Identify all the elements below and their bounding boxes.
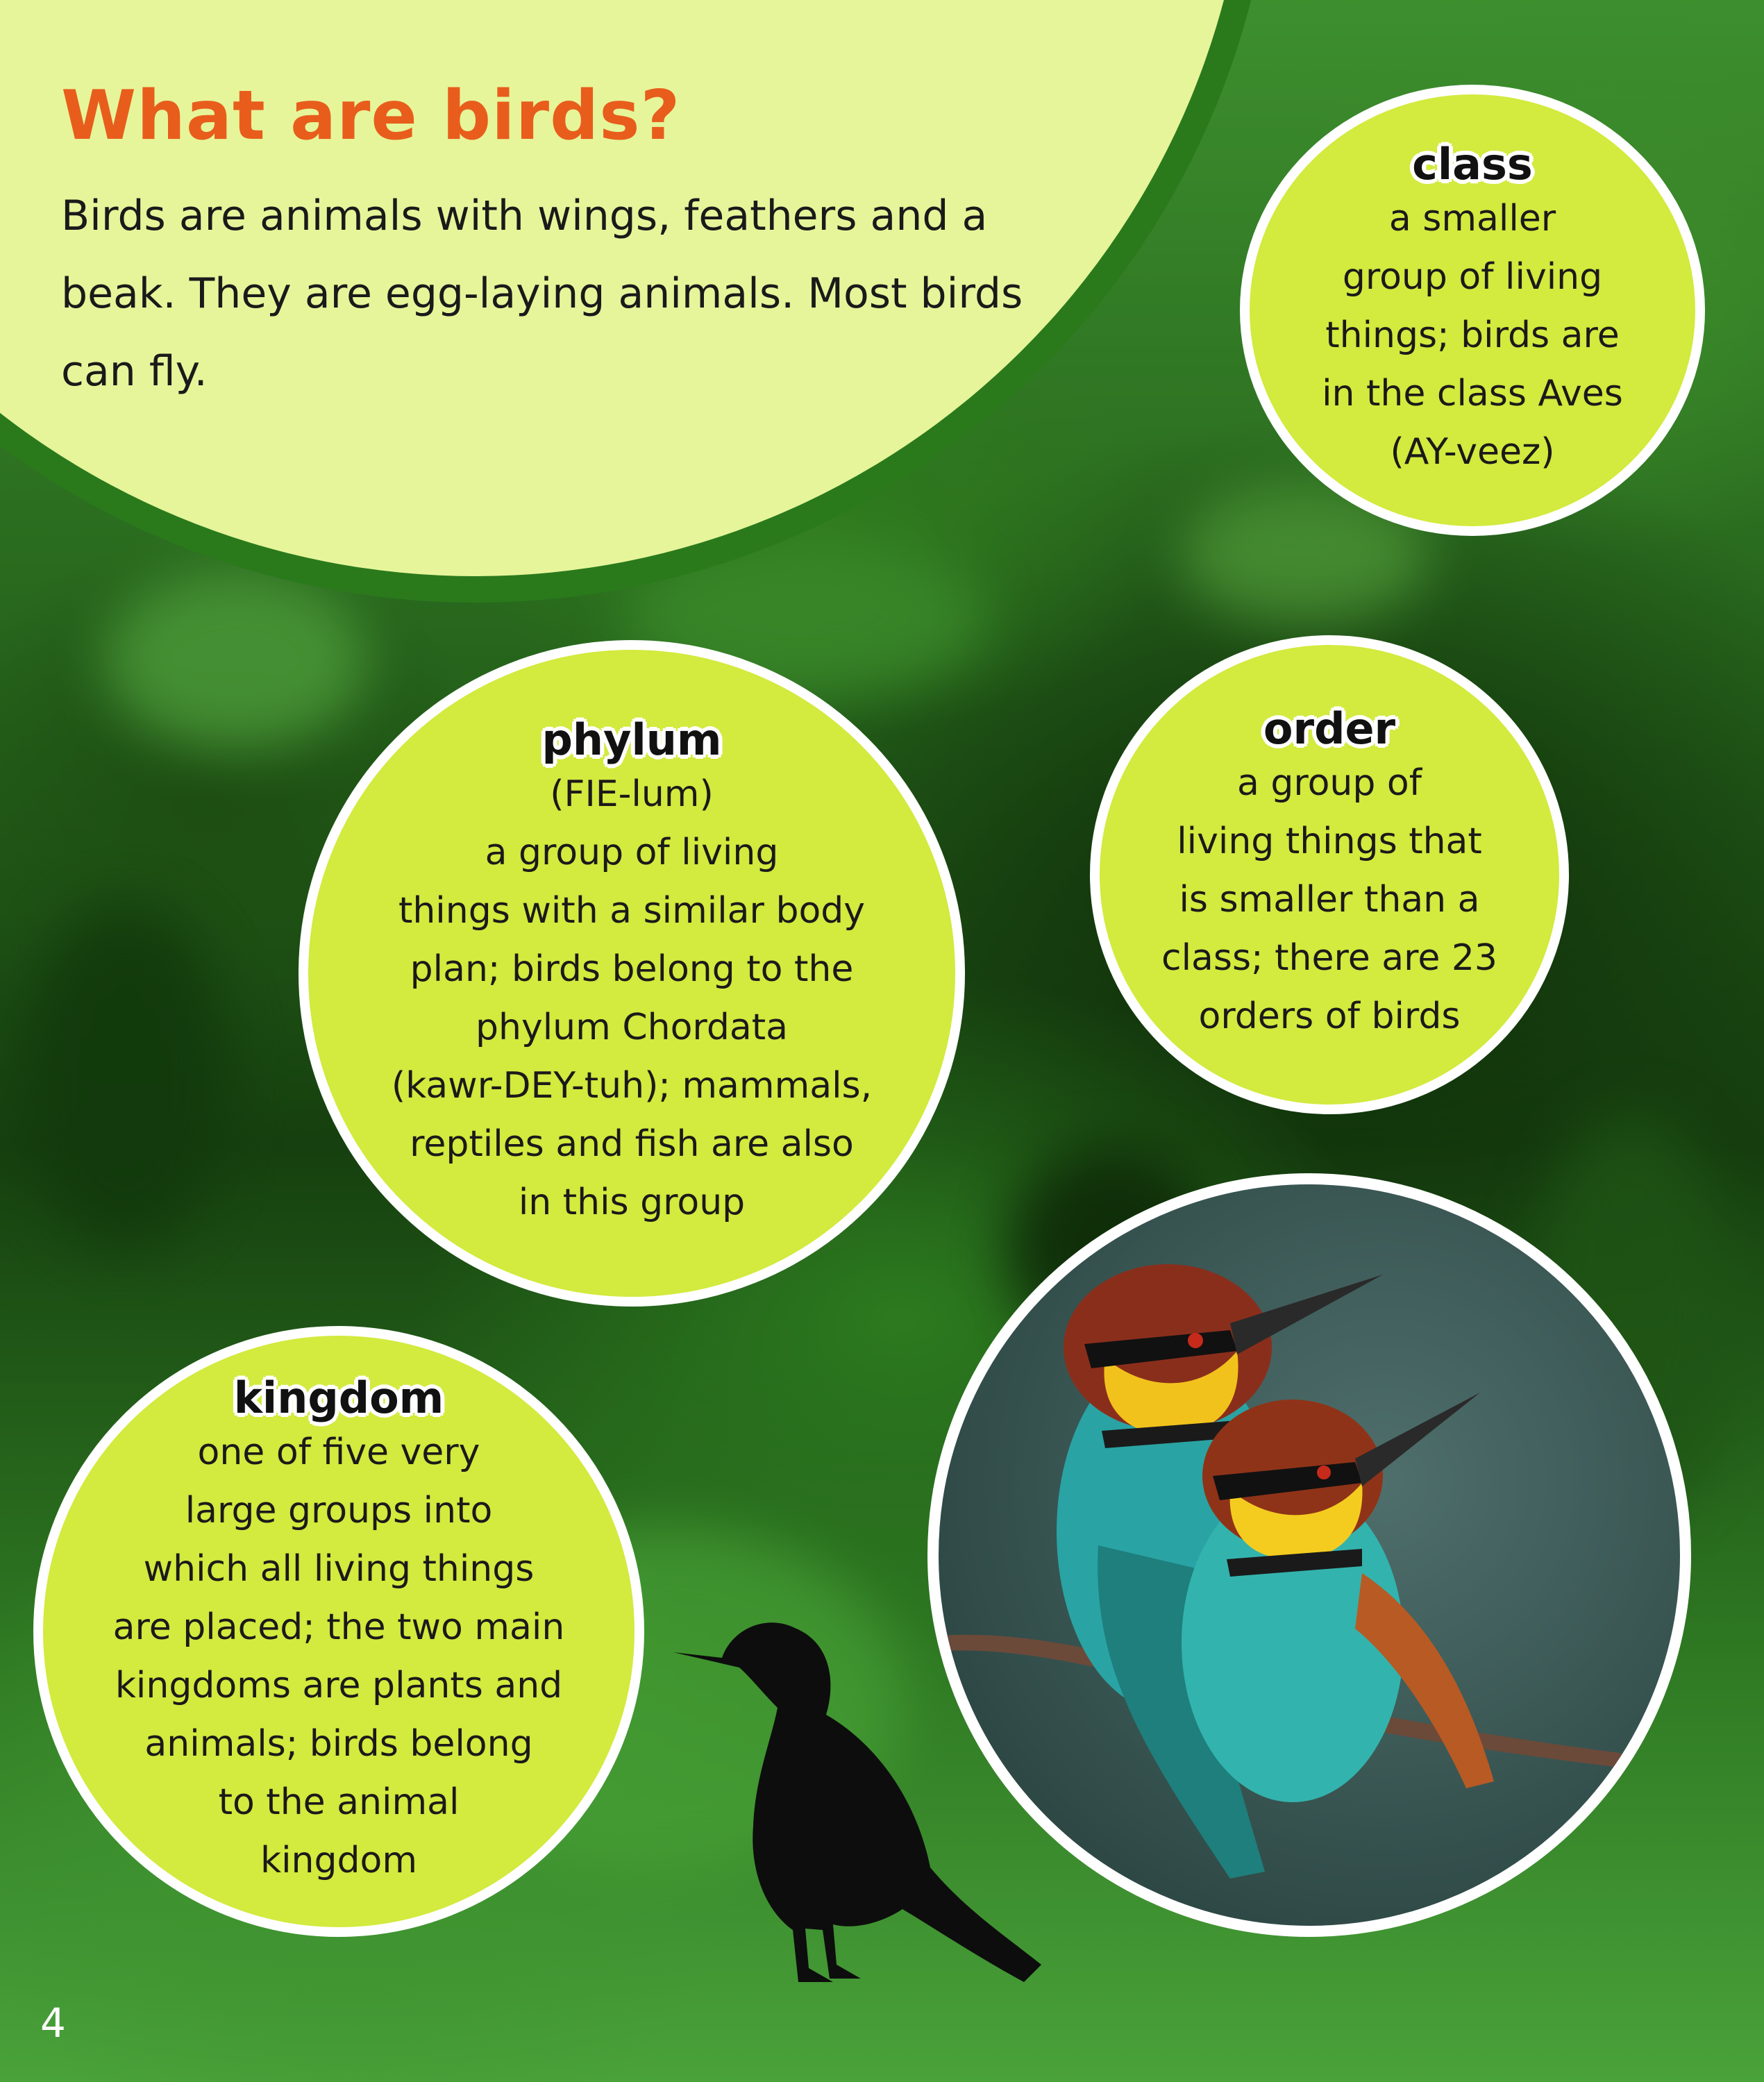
definition-term: order [1263,703,1396,755]
background-bokeh [21,903,229,1250]
definition-line: large groups into [185,1489,493,1531]
definition-line: a group of living [485,831,779,873]
page-title: What are birds? [61,76,681,156]
definition-line: which all living things [143,1547,535,1590]
definition-line: group of living [1342,255,1603,298]
definition-line: in the class Aves [1322,372,1623,414]
definition-line: animals; birds belong [144,1722,533,1765]
definition-line: kingdoms are plants and [115,1664,563,1706]
definition-phylum [299,640,965,1307]
definition-class [1240,85,1705,536]
definition-line: (FIE-lum) [550,773,714,815]
definition-line: in this group [518,1181,746,1223]
definition-line: orders of birds [1198,995,1461,1037]
definition-line: things with a similar body [398,889,866,932]
definition-line: (AY-veez) [1390,430,1555,473]
definition-kingdom [33,1326,644,1937]
definition-line: things; birds are [1325,314,1620,356]
definition-line: class; there are 23 [1161,937,1498,979]
definition-line: a group of [1236,762,1422,804]
background-bokeh [104,569,368,750]
definition-term: kingdom [233,1372,444,1424]
definition-term: phylum [541,714,722,766]
definition-line: one of five very [197,1431,480,1473]
definition-line: (kawr-DEY-tuh); mammals, [391,1064,873,1107]
definition-line: kingdom [260,1839,417,1881]
definition-line: reptiles and fish are also [410,1123,854,1165]
bird-front [1182,1393,1494,1802]
definition-order [1090,635,1569,1114]
definition-line: is smaller than a [1179,878,1480,921]
bird-silhouette-icon [673,1604,1048,1992]
definition-line: a smaller [1388,197,1556,240]
bee-eaters-illustration [939,1184,1680,1926]
page-number: 4 [40,1999,66,2047]
definition-line: plan; birds belong to the [410,948,854,990]
definition-line: phylum Chordata [476,1006,788,1048]
definition-line: to the animal [218,1781,460,1823]
definition-line: are placed; the two main [112,1606,565,1648]
definition-term: class [1412,139,1533,190]
intro-text: Birds are animals with wings, feathers and a beak. They are egg-laying animals. Most birds can fly. [61,192,1023,396]
definition-line: living things that [1177,820,1482,862]
